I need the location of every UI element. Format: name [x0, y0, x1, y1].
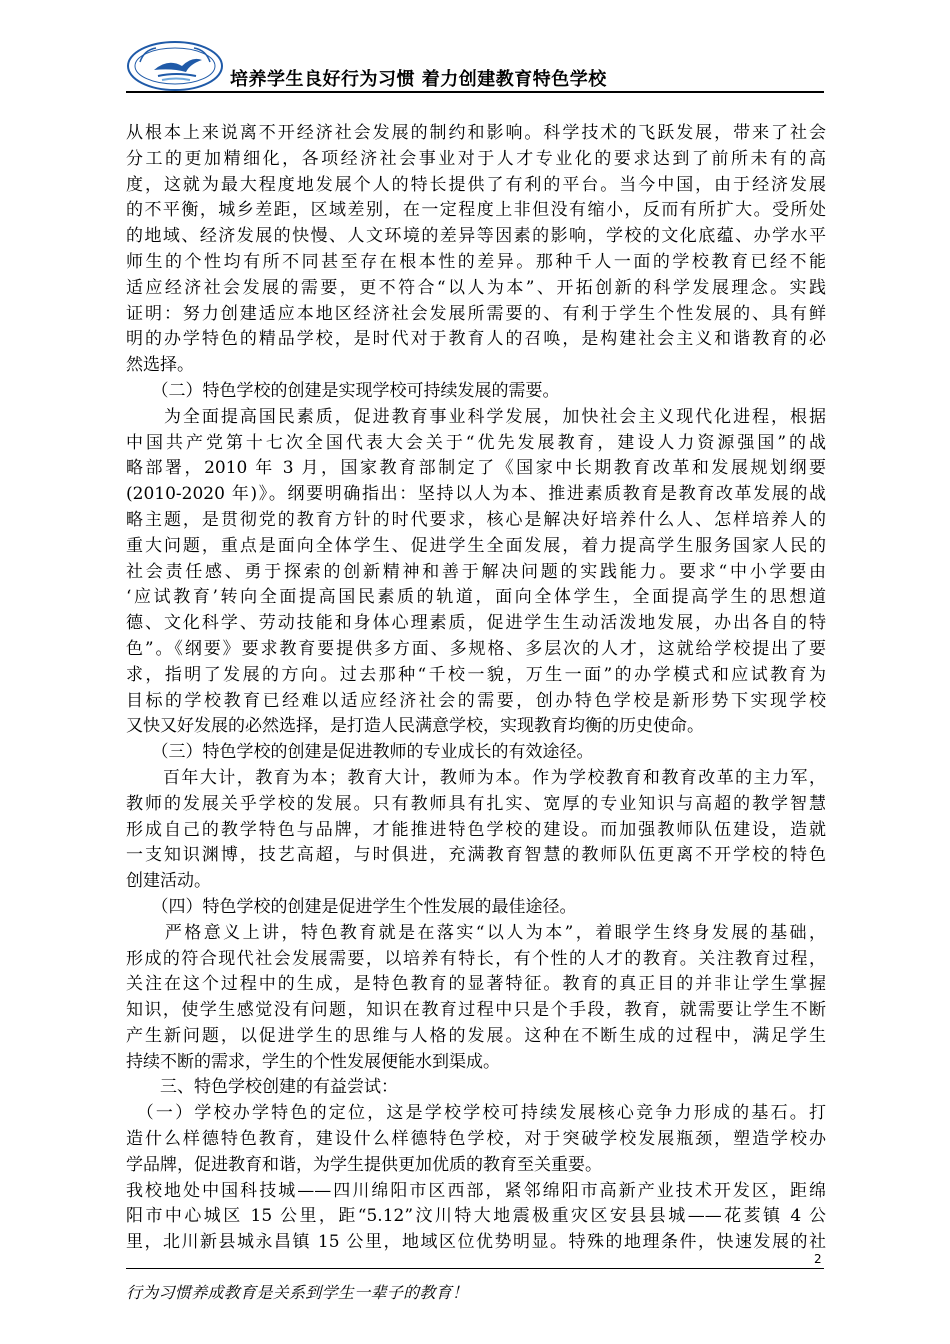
text-line: 创建活动。 — [126, 871, 211, 892]
text-line: 产生新问题，以促进学生的思维与人格的发展。这种在不断生成的过程中，满足学生 — [126, 1025, 826, 1046]
text-line: 社会责任感、勇于探索的创新精神和善于解决问题的实践能力。要求“中小学要由 — [126, 561, 826, 582]
text-line: 略主题，是贯彻党的教育方针的时代要求，核心是解决好培养什么人、怎样培养人的 — [126, 509, 826, 530]
text-line: （三）特色学校的创建是促进教师的专业成长的有效途径。 — [126, 742, 594, 763]
text-line: 阳市中心城区 15 公里，距“5.12”汶川特大地震极重灾区安县县城——花荄镇 4 公 — [126, 1206, 826, 1227]
text-line: 从根本上来说离不开经济社会发展的制约和影响。科学技术的飞跃发展，带来了社会 — [126, 123, 826, 143]
header-title: 培养学生良好行为习惯 着力创建教育特色学校 — [230, 69, 607, 90]
footer-slogan: 行为习惯养成教育是关系到学生一辈子的教育！ — [126, 1283, 469, 1302]
page-number: 2 — [814, 1252, 822, 1266]
text-line: 持续不断的需求，学生的个性发展便能水到渠成。 — [126, 1051, 500, 1072]
text-line: 严格意义上讲，特色教育就是在落实“以人为本”，着眼学生终身发展的基础， — [126, 922, 826, 943]
text-line: 适应经济社会发展的需要，更不符合“以人为本”、开拓创新的科学发展理念。实践 — [126, 277, 826, 298]
text-line: （二）特色学校的创建是实现学校可持续发展的需要。 — [126, 380, 560, 401]
text-line: 分工的更加精细化，各项经济社会事业对于人才专业化的要求达到了前所未有的高 — [126, 148, 826, 169]
text-line: 然选择。 — [126, 355, 194, 376]
page-header — [126, 40, 824, 92]
text-line: 我校地处中国科技城——四川绵阳市区西部，紧邻绵阳市高新产业技术开发区，距绵 — [126, 1180, 826, 1201]
text-line: 师生的个性均有所不同甚至存在根本性的差异。那种千人一面的学校教育已经不能 — [126, 251, 826, 272]
header-divider — [126, 91, 824, 93]
document-body — [126, 121, 826, 1256]
text-line: 形成自己的教学特色与品牌，才能推进特色学校的建设。而加强教师队伍建设，造就 — [126, 819, 826, 840]
text-line: 明的办学特色的精品学校，是时代对于教育人的召唤，是构建社会主义和谐教育的必 — [126, 329, 826, 350]
text-line: 德、文化科学、劳动技能和身体心理素质，促进学生生动活泼地发展，办出各自的特 — [126, 613, 826, 634]
text-line: （四）特色学校的创建是促进学生个性发展的最佳途径。 — [126, 896, 577, 917]
text-line: 度，这就为最大程度地发展个人的特长提供了有利的平台。当今中国，由于经济发展 — [126, 174, 826, 195]
text-line: 一支知识渊博，技艺高超，与时俱进，充满教育智慧的教师队伍更离不开学校的特色 — [126, 845, 826, 866]
text-line: 知识，使学生感觉没有问题，知识在教育过程中只是个手段，教育，就需要让学生不断 — [126, 1000, 826, 1021]
text-line: 为全面提高国民素质，促进教育事业科学发展，加快社会主义现代化进程，根据 — [126, 406, 826, 427]
school-logo — [126, 40, 224, 92]
text-line: 的不平衡，城乡差距，区域差别，在一定程度上非但没有缩小，反而有所扩大。受所处 — [126, 200, 826, 221]
text-line: ‘应试教育’转向全面提高国民素质的轨道，面向全体学生，全面提高学生的思想道 — [126, 587, 826, 608]
text-line: 百年大计，教育为本；教育大计，教师为本。作为学校教育和教育改革的主力军， — [126, 767, 826, 788]
text-line: （一）学校办学特色的定位，这是学校学校可持续发展核心竞争力形成的基石。打 — [126, 1103, 826, 1124]
text-line: 的地域、经济发展的快慢、人文环境的差异等因素的影响，学校的文化底蕴、办学水平 — [126, 226, 826, 247]
text-line: 里，北川新县城永昌镇 15 公里，地域区位优势明显。特殊的地理条件，快速发展的社 — [126, 1232, 826, 1253]
text-line: 求，指明了发展的方向。过去那种“千校一貌，万生一面”的办学模式和应试教育为 — [126, 664, 826, 685]
text-line: 形成的符合现代社会发展需要，以培养有特长，有个性的人才的教育。关注教育过程， — [126, 948, 826, 969]
text-line: 重大问题，重点是面向全体学生、促进学生全面发展，着力提高学生服务国家人民的 — [126, 535, 826, 556]
text-line: 中国共产党第十七次全国代表大会关于“优先发展教育，建设人力资源强国”的战 — [126, 432, 826, 453]
text-line: 又快又好发展的必然选择，是打造人民满意学校，实现教育均衡的历史使命。 — [126, 716, 704, 737]
text-line: 色”。《纲要》要求教育要提供多方面、多规格、多层次的人才，这就给学校提出了要 — [126, 638, 826, 659]
text-line: 略部署，2010 年 3 月，国家教育部制定了《国家中长期教育改革和发展规划纲要 — [126, 458, 826, 479]
footer-divider — [126, 1268, 824, 1269]
text-line: 三、特色学校创建的有益尝试： — [126, 1077, 398, 1098]
text-line: 学品牌，促进教育和谐，为学生提供更加优质的教育至关重要。 — [126, 1154, 602, 1175]
text-line: 关注在这个过程中的生成，是特色教育的显著特征。教育的真正目的并非让学生掌握 — [126, 974, 826, 995]
text-line: 目标的学校教育已经难以适应经济社会的需要，创办特色学校是新形势下实现学校 — [126, 690, 826, 711]
text-line: 造什么样德特色教育，建设什么样德特色学校，对于突破学校发展瓶颈，塑造学校办 — [126, 1129, 826, 1150]
text-line: (2010-2020 年)》。纲要明确指出：坚持以人为本、推进素质教育是教育改革发展的战 — [126, 484, 826, 505]
text-line: 证明：努力创建适应本地区经济社会发展所需要的、有利于学生个性发展的、具有鲜 — [126, 303, 826, 324]
text-line: 教师的发展关乎学校的发展。只有教师具有扎实、宽厚的专业知识与高超的教学智慧 — [126, 793, 826, 814]
